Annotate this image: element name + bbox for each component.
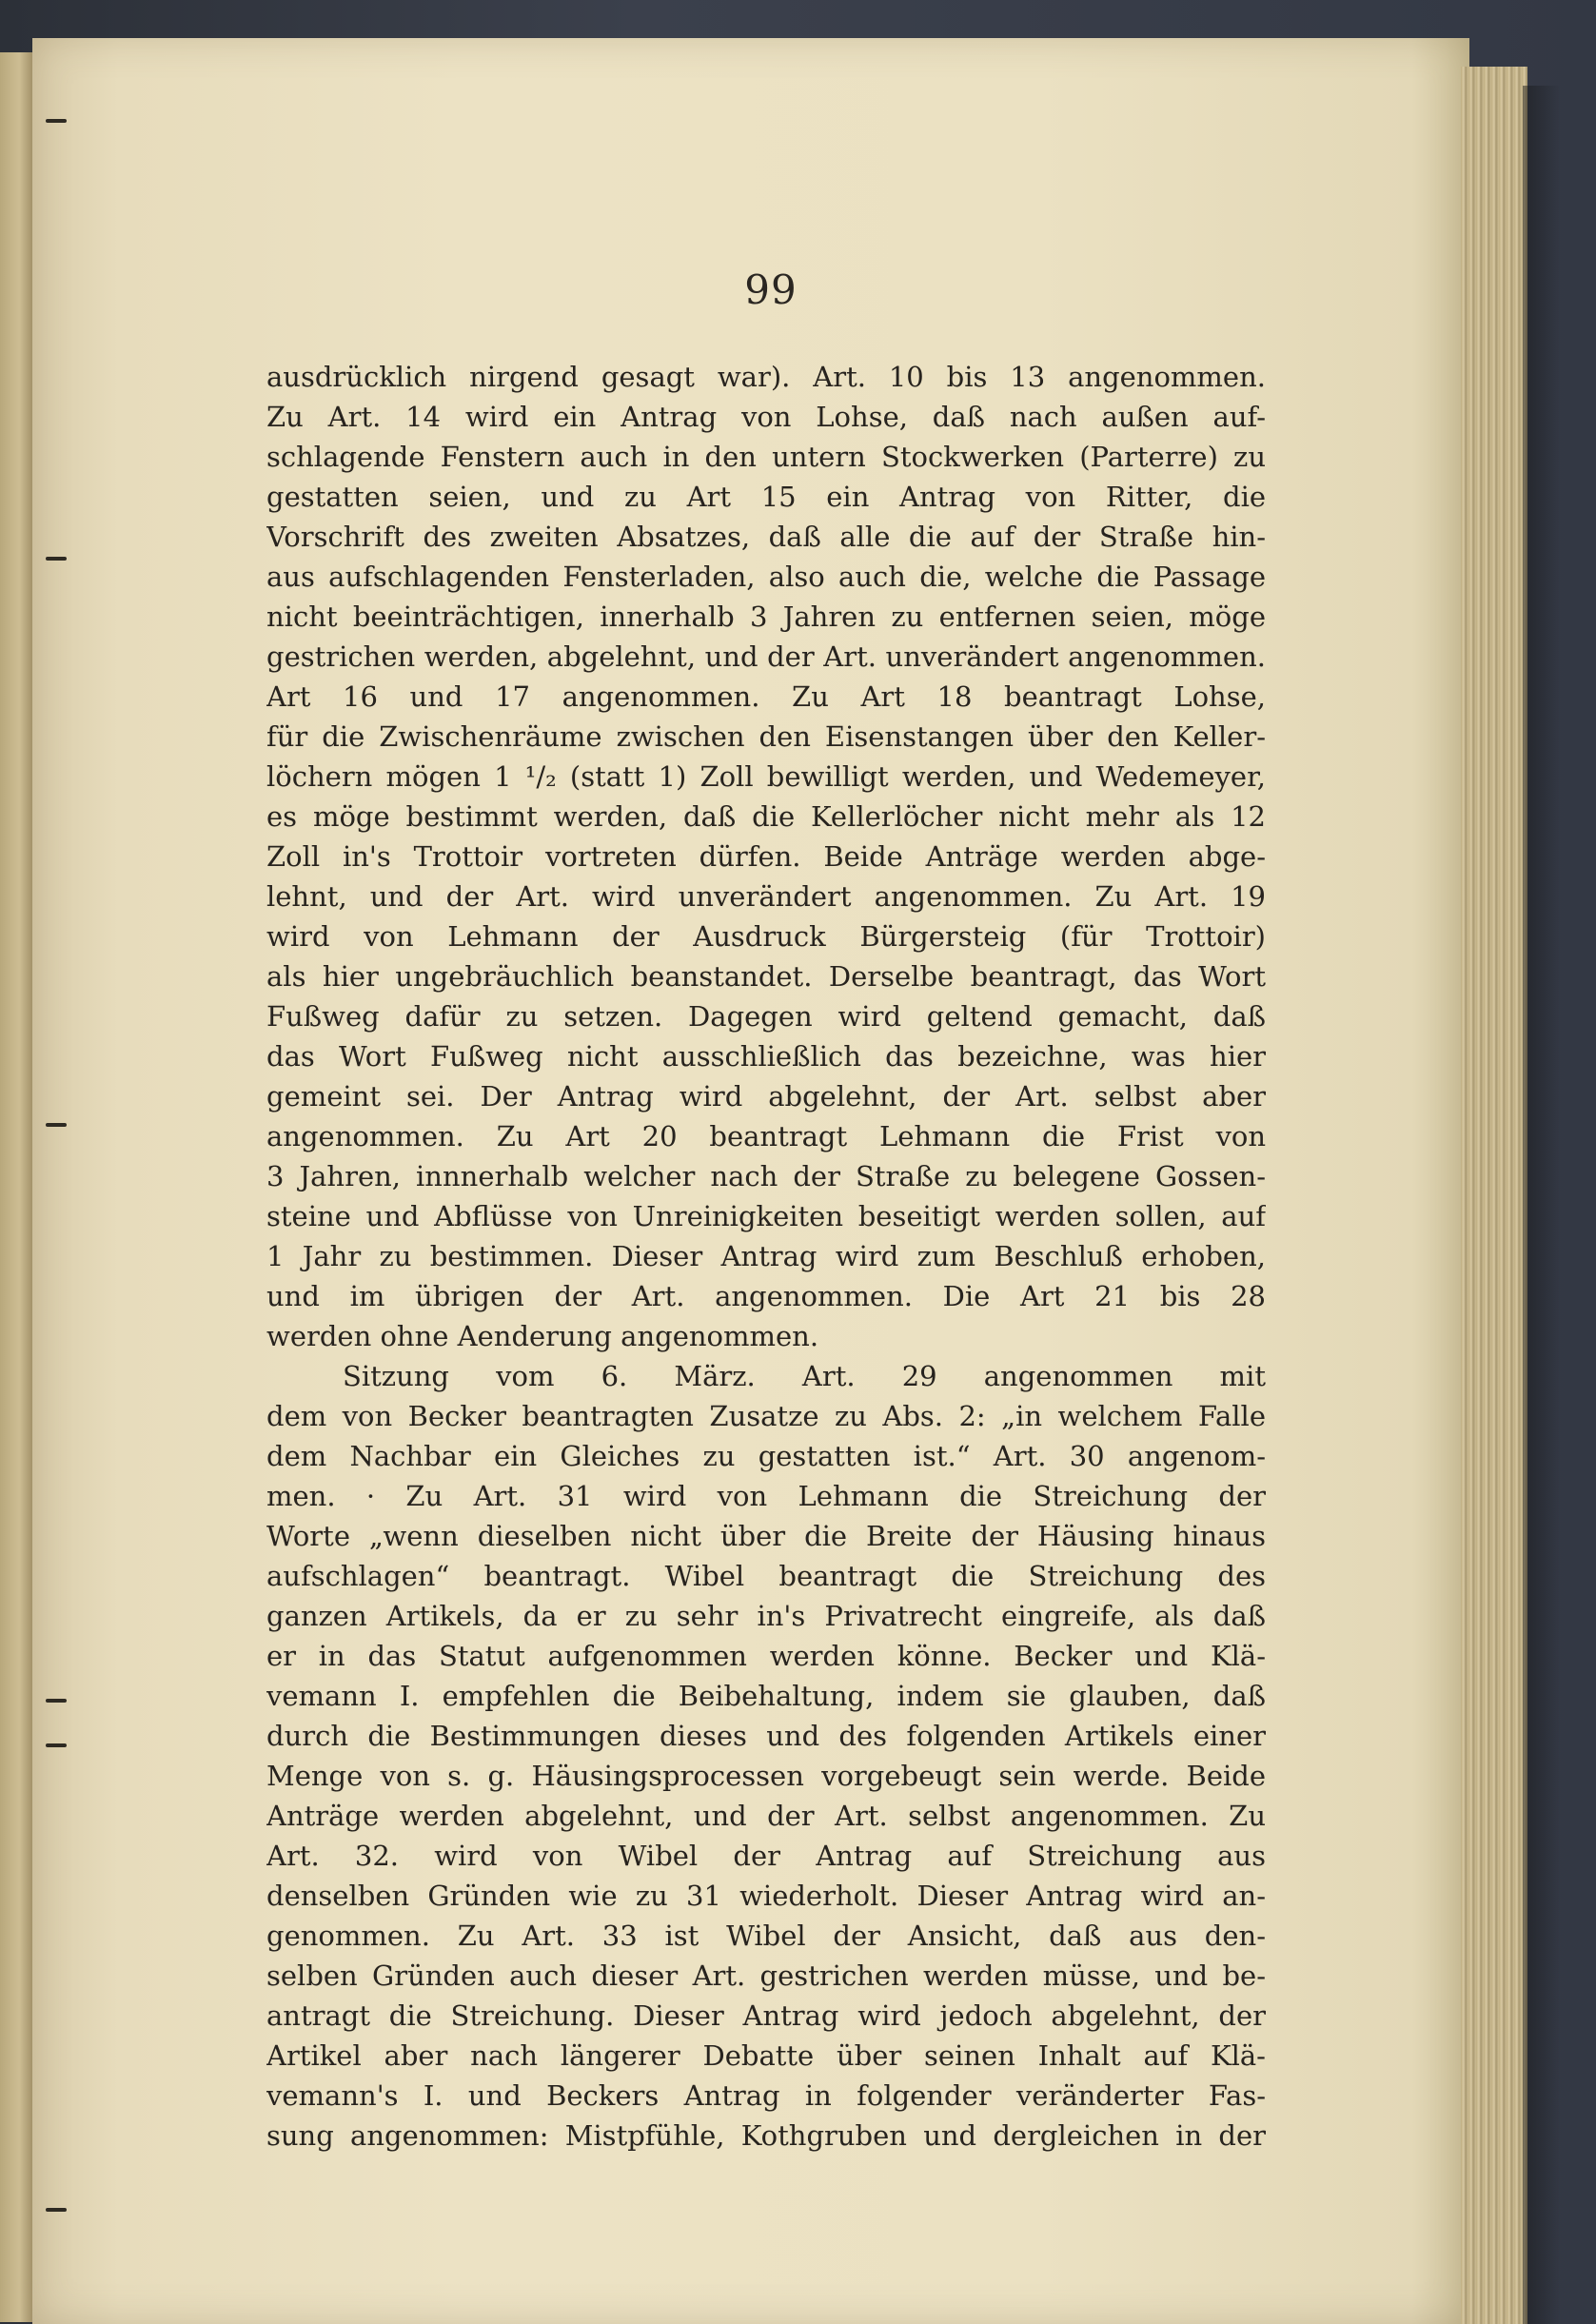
text-line: es möge bestimmt werden, daß die Kellerlöcher nicht mehr als 12 bbox=[266, 800, 1266, 833]
text-line: gemeint sei. Der Antrag wird abgelehnt, der Art. selbst aber bbox=[266, 1080, 1266, 1113]
text-line: Art 16 und 17 angenommen. Zu Art 18 beantragt Lohse, bbox=[266, 680, 1266, 713]
binding-stitch bbox=[46, 1699, 67, 1703]
text-line: Fußweg dafür zu setzen. Dagegen wird geltend gemacht, daß bbox=[266, 1000, 1266, 1033]
binding-stitch bbox=[46, 1123, 67, 1127]
text-line: vemann I. empfehlen die Beibehaltung, indem sie glauben, daß bbox=[266, 1680, 1266, 1712]
page-shadow bbox=[1523, 86, 1561, 2324]
text-line: das Wort Fußweg nicht ausschließlich das bezeichne, was hier bbox=[266, 1040, 1266, 1073]
text-line: Artikel aber nach längerer Debatte über seinen Inhalt auf Klä- bbox=[266, 2039, 1266, 2072]
text-line: 1 Jahr zu bestimmen. Dieser Antrag wird zum Beschluß erhoben, bbox=[266, 1240, 1266, 1272]
binding-stitch bbox=[46, 557, 67, 561]
text-line: sung angenommen: Mistpfühle, Kothgruben und dergleichen in der bbox=[266, 2119, 1266, 2152]
text-line: gestatten seien, und zu Art 15 ein Antrag von Ritter, die bbox=[266, 481, 1266, 513]
text-line: aufschlagen“ beantragt. Wibel beantragt die Streichung des bbox=[266, 1560, 1266, 1592]
text-line: für die Zwischenräume zwischen den Eisenstangen über den Keller- bbox=[266, 720, 1266, 753]
text-line: genommen. Zu Art. 33 ist Wibel der Ansicht, daß aus den- bbox=[266, 1920, 1266, 1952]
text-line: als hier ungebräuchlich beanstandet. Derselbe beantragt, das Wort bbox=[266, 960, 1266, 993]
text-line: werden ohne Aenderung angenommen. bbox=[266, 1320, 819, 1352]
text-line: lehnt, und der Art. wird unverändert angenommen. Zu Art. 19 bbox=[266, 880, 1266, 913]
page-fore-edges bbox=[1461, 67, 1527, 2324]
page-number: 99 bbox=[744, 266, 798, 313]
text-line: und im übrigen der Art. angenommen. Die Art 21 bis 28 bbox=[266, 1280, 1266, 1312]
text-line: schlagende Fenstern auch in den untern Stockwerken (Parterre) zu bbox=[266, 441, 1266, 473]
text-line: Anträge werden abgelehnt, und der Art. selbst angenommen. Zu bbox=[266, 1800, 1266, 1832]
binding-stitch bbox=[46, 119, 67, 123]
text-line: angenommen. Zu Art 20 beantragt Lehmann die Frist von bbox=[266, 1120, 1266, 1152]
text-line: Worte „wenn dieselben nicht über die Breite der Häusing hinaus bbox=[266, 1520, 1266, 1552]
text-line: antragt die Streichung. Dieser Antrag wird jedoch abgelehnt, der bbox=[266, 1999, 1266, 2032]
text-line: selben Gründen auch dieser Art. gestrichen werden müsse, und be- bbox=[266, 1960, 1266, 1992]
text-line: men. · Zu Art. 31 wird von Lehmann die Streichung der bbox=[266, 1480, 1266, 1512]
text-line: Vorschrift des zweiten Absatzes, daß alle die auf der Straße hin- bbox=[266, 521, 1266, 553]
text-line: Menge von s. g. Häusingsprocessen vorgebeugt sein werde. Beide bbox=[266, 1760, 1266, 1792]
text-line: Sitzung vom 6. März. Art. 29 angenommen mit bbox=[343, 1360, 1266, 1392]
text-line: 3 Jahren, innnerhalb welcher nach der Straße zu belegene Gossen- bbox=[266, 1160, 1266, 1192]
binding-stitch bbox=[46, 2208, 67, 2212]
text-line: ganzen Artikels, da er zu sehr in's Privatrecht eingreife, als daß bbox=[266, 1600, 1266, 1632]
body-text bbox=[266, 357, 1266, 2156]
text-line: gestrichen werden, abgelehnt, und der Art. unverändert angenommen. bbox=[266, 640, 1266, 673]
text-line: wird von Lehmann der Ausdruck Bürgersteig (für Trottoir) bbox=[266, 920, 1266, 953]
binding-stitch bbox=[46, 1743, 67, 1747]
text-line: löchern mögen 1 ¹/₂ (statt 1) Zoll bewilligt werden, und Wedemeyer, bbox=[266, 760, 1266, 793]
text-line: steine und Abflüsse von Unreinigkeiten beseitigt werden sollen, auf bbox=[266, 1200, 1266, 1232]
text-line: vemann's I. und Beckers Antrag in folgender veränderter Fas- bbox=[266, 2079, 1266, 2112]
text-line: denselben Gründen wie zu 31 wiederholt. Dieser Antrag wird an- bbox=[266, 1880, 1266, 1912]
text-line: ausdrücklich nirgend gesagt war). Art. 10 bis 13 angenommen. bbox=[266, 361, 1266, 393]
text-line: Zu Art. 14 wird ein Antrag von Lohse, daß nach außen auf- bbox=[266, 401, 1266, 433]
text-line: dem Nachbar ein Gleiches zu gestatten ist.“ Art. 30 angenom- bbox=[266, 1440, 1266, 1472]
text-line: er in das Statut aufgenommen werden könne. Becker und Klä- bbox=[266, 1640, 1266, 1672]
text-line: Art. 32. wird von Wibel der Antrag auf Streichung aus bbox=[266, 1840, 1266, 1872]
previous-page-edge bbox=[0, 52, 32, 2322]
text-line: dem von Becker beantragten Zusatze zu Abs. 2: „in welchem Falle bbox=[266, 1400, 1266, 1432]
text-line: durch die Bestimmungen dieses und des folgenden Artikels einer bbox=[266, 1720, 1266, 1752]
text-line: nicht beeinträchtigen, innerhalb 3 Jahren zu entfernen seien, möge bbox=[266, 601, 1266, 633]
text-line: Zoll in's Trottoir vortreten dürfen. Beide Anträge werden abge- bbox=[266, 840, 1266, 873]
text-line: aus aufschlagenden Fensterladen, also auch die, welche die Passage bbox=[266, 561, 1266, 593]
